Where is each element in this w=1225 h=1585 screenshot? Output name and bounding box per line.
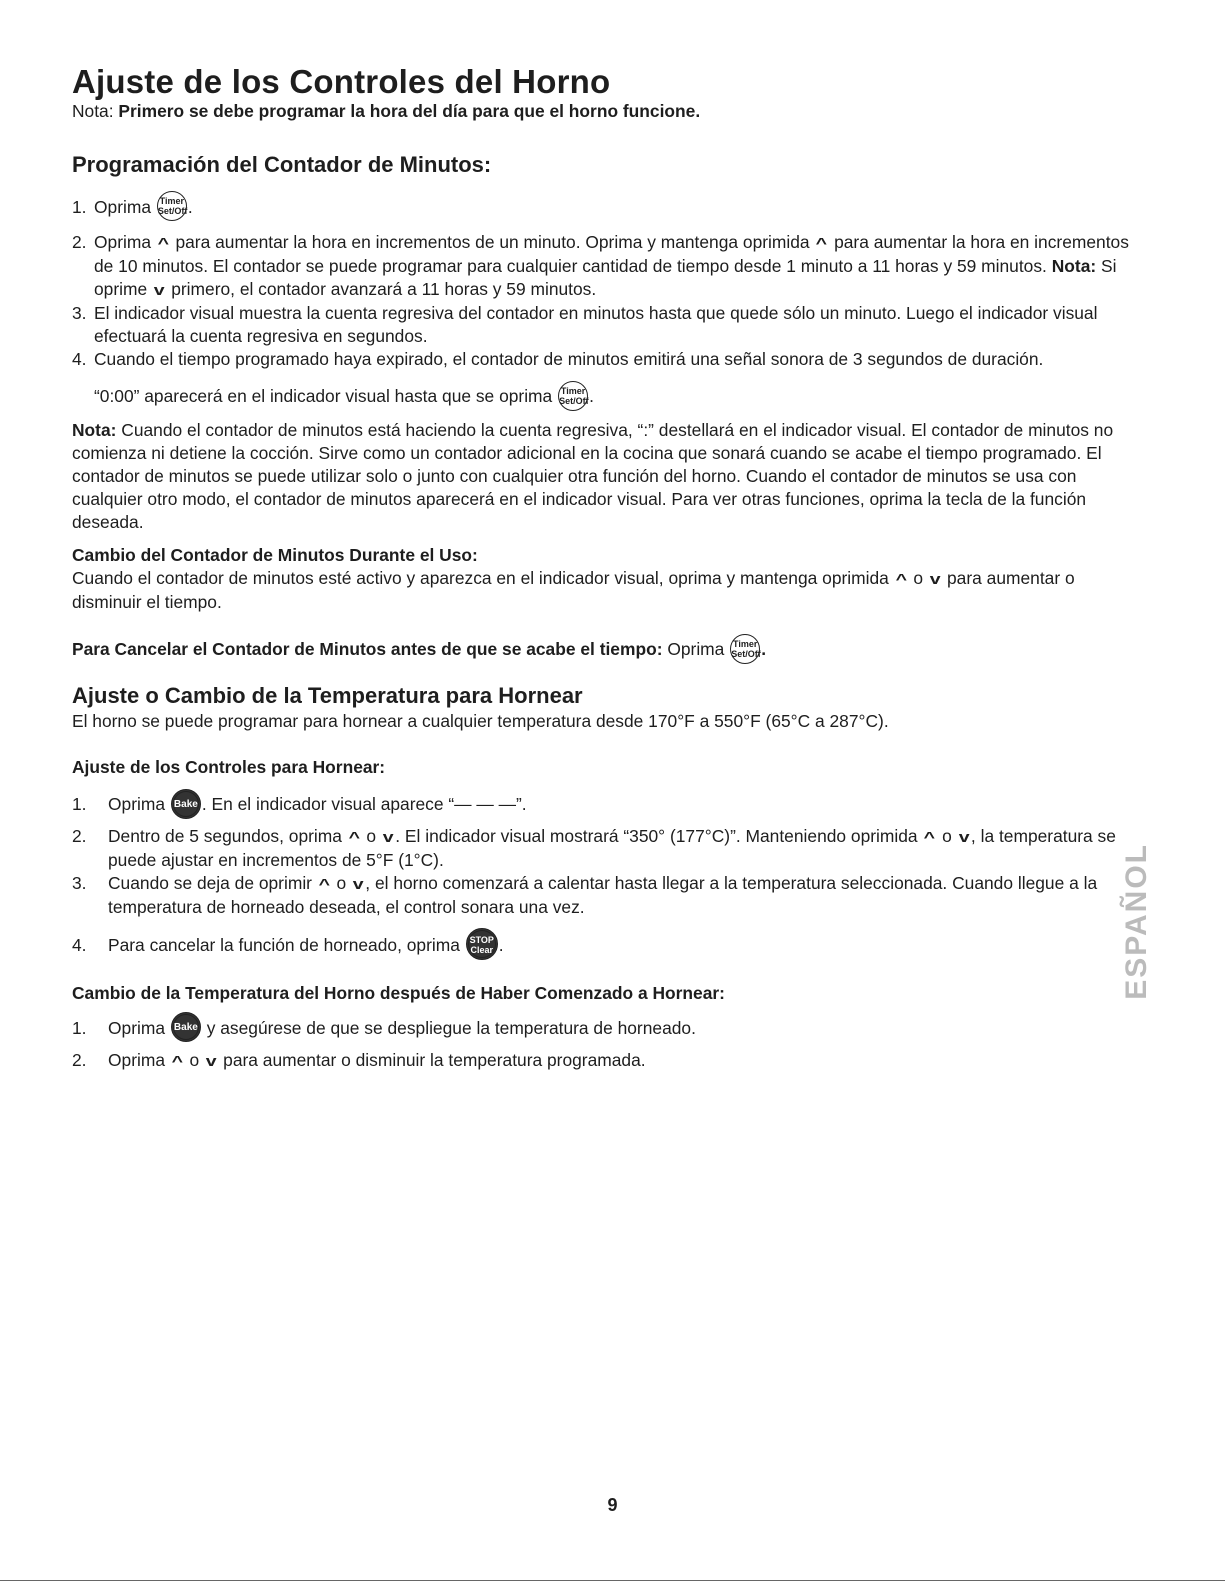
down-arrow-icon: v [382, 829, 394, 847]
bake-key-icon: Bake [171, 789, 201, 819]
timer-setoff-key-icon: Timer Set/Off [730, 634, 760, 664]
bake-section-heading: Ajuste o Cambio de la Temperatura para Hornear [72, 683, 583, 709]
bake-key-icon: Bake [171, 1012, 201, 1042]
timer-steps [72, 191, 1132, 413]
timer-step-2: 2. Oprima ^ para aumentar la hora en incrementos de un minuto. Oprima y mantenga oprimida ^ para aumentar la hora en incrementos de 10 minutos. El contador se puede programar para cualquier cantidad de tiempo desde 1 minuto a 11 horas y 59 minutos. Nota: Si oprime v primero, el contador avanzará a 11 horas y 59 minutos. [72, 231, 1132, 302]
up-arrow-icon: ^ [318, 875, 330, 893]
bake-step-2: 2. Dentro de 5 segundos, oprima ^ o v . El indicador visual mostrará “350° (177°C)”. Manteniendo oprimida ^ o v , la temperatura se puede ajustar en incrementos de 5°F (1°C). [72, 826, 1116, 871]
bake-change-step-2: 2. Oprima ^ o v para aumentar o disminuir la temperatura programada. [72, 1049, 1132, 1073]
page-number: 9 [607, 1495, 618, 1515]
stop-clear-key-icon: STOP Clear [466, 928, 498, 960]
up-arrow-icon: ^ [816, 235, 828, 253]
bake-change-step-1: 1. Oprima Bake y asegúrese de que se despliegue la temperatura de horneado. [72, 1011, 1132, 1045]
intro-note-text: Primero se debe programar la hora del día para que el horno funcione. [118, 101, 701, 121]
bake-steps [72, 787, 1132, 963]
timer-setoff-key-icon: Timer Set/Off [157, 191, 187, 221]
timer-step-1: 1. Oprima Timer Set/Off. [72, 191, 1132, 223]
up-arrow-icon: ^ [348, 829, 360, 847]
side-language-label: ESPAÑOL [1120, 843, 1153, 1000]
intro-note-label: Nota: [72, 101, 114, 121]
bake-intro: El horno se puede programar para hornear a cualquier temperatura desde 170°F a 550°F (65°C a 287°C). [72, 711, 889, 732]
bake-step-4: 4. Para cancelar la función de horneado, oprima STOP Clear . [72, 927, 1132, 963]
down-arrow-icon: v [958, 829, 970, 847]
down-arrow-icon: v [352, 875, 364, 893]
timer-section-heading: Programación del Contador de Minutos: [72, 152, 492, 177]
down-arrow-icon: v [205, 1052, 217, 1070]
bake-step-1: 1. Oprima Bake . En el indicador visual aparece “— — —”. [72, 787, 1132, 821]
up-arrow-icon: ^ [924, 829, 936, 847]
up-arrow-icon: ^ [157, 235, 169, 253]
bottom-border [0, 1580, 1225, 1581]
page-content [72, 62, 1132, 1073]
timer-step-3: 3. El indicador visual muestra la cuenta regresiva del contador en minutos hasta que quede sólo un minuto. Luego el indicador visual efectuará la cuenta regresiva en segundos. [72, 303, 1098, 347]
intro-note [72, 100, 1132, 123]
timer-cancel: Para Cancelar el Contador de Minutos antes de que se acabe el tiempo: Oprima Timer Set/Off. [72, 632, 1132, 666]
timer-change-text: Cuando el contador de minutos esté activo y aparezca en el indicador visual, oprima y mantenga oprimida ^ o v para aumentar o disminuir el tiempo. [72, 568, 1075, 613]
timer-step-4: 4. Cuando el tiempo programado haya expirado, el contador de minutos emitirá una señal sonora de 3 segundos de duración. “0:00” aparecerá en el indicador visual hasta que se oprima Timer Set/Off. [72, 348, 1132, 413]
up-arrow-icon: ^ [895, 571, 907, 589]
down-arrow-icon: v [929, 571, 941, 589]
down-arrow-icon: v [153, 282, 165, 300]
bake-change-steps [72, 1011, 1132, 1073]
bake-sub2-heading: Cambio de la Temperatura del Horno después de Haber Comenzado a Hornear: [72, 982, 725, 1003]
page-title: Ajuste de los Controles del Horno [72, 63, 611, 100]
timer-note: Nota: Cuando el contador de minutos está haciendo la cuenta regresiva, “:” destellará en el indicador visual. El contador de minutos no comienza ni detiene la cocción. Sirve como un contador adicional en la cocina que sonará cuando se acabe el tiempo programado. El contador de minutos se puede utilizar solo o junto con cualquier otra función del horno. Cuando el contador de minutos se usa con cualquier otro modo, el contador de minutos aparecerá en el indicador visual. Para ver otras funciones, oprima la tecla de la función deseada. [72, 420, 1114, 533]
timer-step-4-extra: “0:00” aparecerá en el indicador visual hasta que se oprima Timer Set/Off. [94, 379, 1132, 413]
timer-setoff-key-icon: Timer Set/Off [558, 381, 588, 411]
timer-change-heading: Cambio del Contador de Minutos Durante el Uso: [72, 545, 478, 566]
bake-sub1-heading: Ajuste de los Controles para Hornear: [72, 757, 386, 778]
bake-step-3: 3. Cuando se deja de oprimir ^ o v , el horno comenzará a calentar hasta llegar a la temperatura seleccionada. Cuando llegue a la temperatura de horneado deseada, el control sonara una vez. [72, 873, 1098, 917]
up-arrow-icon: ^ [171, 1052, 183, 1070]
